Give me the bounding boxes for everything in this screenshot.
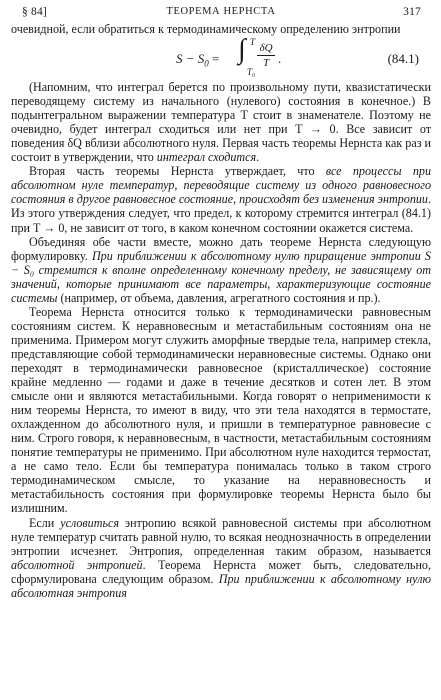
integral-lower-limit: T₀ xyxy=(247,67,256,78)
page-number: 317 xyxy=(403,6,421,18)
fraction-numerator: δQ xyxy=(259,42,273,55)
integrand-fraction xyxy=(257,42,275,69)
integral-sign: ∫ xyxy=(238,34,246,66)
paragraph-note: (Напомним, что интеграл берется по произвольному пути, квазистатически переводящему систему из начального (нулевого) состояния в конечное.) В подынтегральном выражении температура T стоит в знаменателе. Поэтому не очевидно, будет интеграл сходиться или нет при T → 0. Все зависит от поведения δQ вблизи абсолютного нуля. Первая часть теоремы Нернста как раз и состоит в утверждении, что интеграл сходится. xyxy=(11,80,431,165)
running-title: ТЕОРЕМА НЕРНСТА xyxy=(166,6,276,17)
paragraph-absolute-entropy: Если условиться энтропию всякой равновесной системы при абсолютном нуле температур считать равной нулю, то всякая неоднозначность в определении энтропии исчезнет. Энтропия, определенная таким образом, называется абсолютной энтропией. Теорема Нернста может быть, следовательно, сформулирована следующим образом. При приближении к абсолютному нулю абсолютная энтропия xyxy=(11,515,431,600)
fraction-denominator: T xyxy=(262,57,270,70)
paragraph-intro: очевидной, если обратиться к термодинамическому определению энтропии xyxy=(11,22,401,36)
section-marker: § 84] xyxy=(22,6,47,18)
equation-lhs: $S - S_0$ = xyxy=(176,51,220,69)
paragraph-applicability: Теорема Нернста относится только к термодинамически равновесным состояниям систем. К неравновесным и метастабильным состояниям она не применима. Примером могут служить аморфные твердые тела, например стекла, представляющие собой термодинамически неравновесные системы. Однако они переходят в термодинамически равновесное (кристаллическое) состояние крайне медленно — годами и даже в течение десятков и сотен лет. В этом смысле они и являются метастабильными. Когда говорят о неприменимости к ним теоремы Нернста, то имеют в виду, что эти тела находятся в термостате, охлажденном до абсолютного нуля, и пришли в температурное равновесие с ним. Строго говоря, к неравновесным, в частности, метастабильным состояниям понятие температуры не применимо. При абсолютном нуле находится термостат, а не само тело. Если бы температура понималась только в таком строго термодинамическом смысле, то указание на неравновесность и метастабильность состояния при формулировке теоремы Нернста было бы излишним. xyxy=(11,304,431,516)
paragraph-second-part: Вторая часть теоремы Нернста утверждает, что все процессы при абсолютном нуле температур, переводящие систему из одного равновесного состояния в другое равновесное состояние, происходят без изменения энтропии. Из этого утверждения следует, что предел, к которому стремится интеграл (84.1) при T → 0, не зависит от того, в каком конечном состоянии окажется система. xyxy=(11,164,431,235)
running-header xyxy=(11,0,431,22)
equation-number: (84.1) xyxy=(387,51,419,67)
equation-84-1: $S - S_0$ = ∫ T T₀ δQ T . (84.1) xyxy=(176,34,419,78)
integral-upper-limit: T xyxy=(250,37,256,48)
paragraph-formulation: Объединяя обе части вместе, можно дать теореме Нернста следующую формулировку. При приближении к абсолютному нулю приращение энтропии S − S₀ стремится к вполне определенному конечному пределу, не зависящему от значений, которые принимают все параметры, характеризующие состояние системы (например, от объема, давления, агрегатного состояния и пр.). xyxy=(11,234,431,305)
